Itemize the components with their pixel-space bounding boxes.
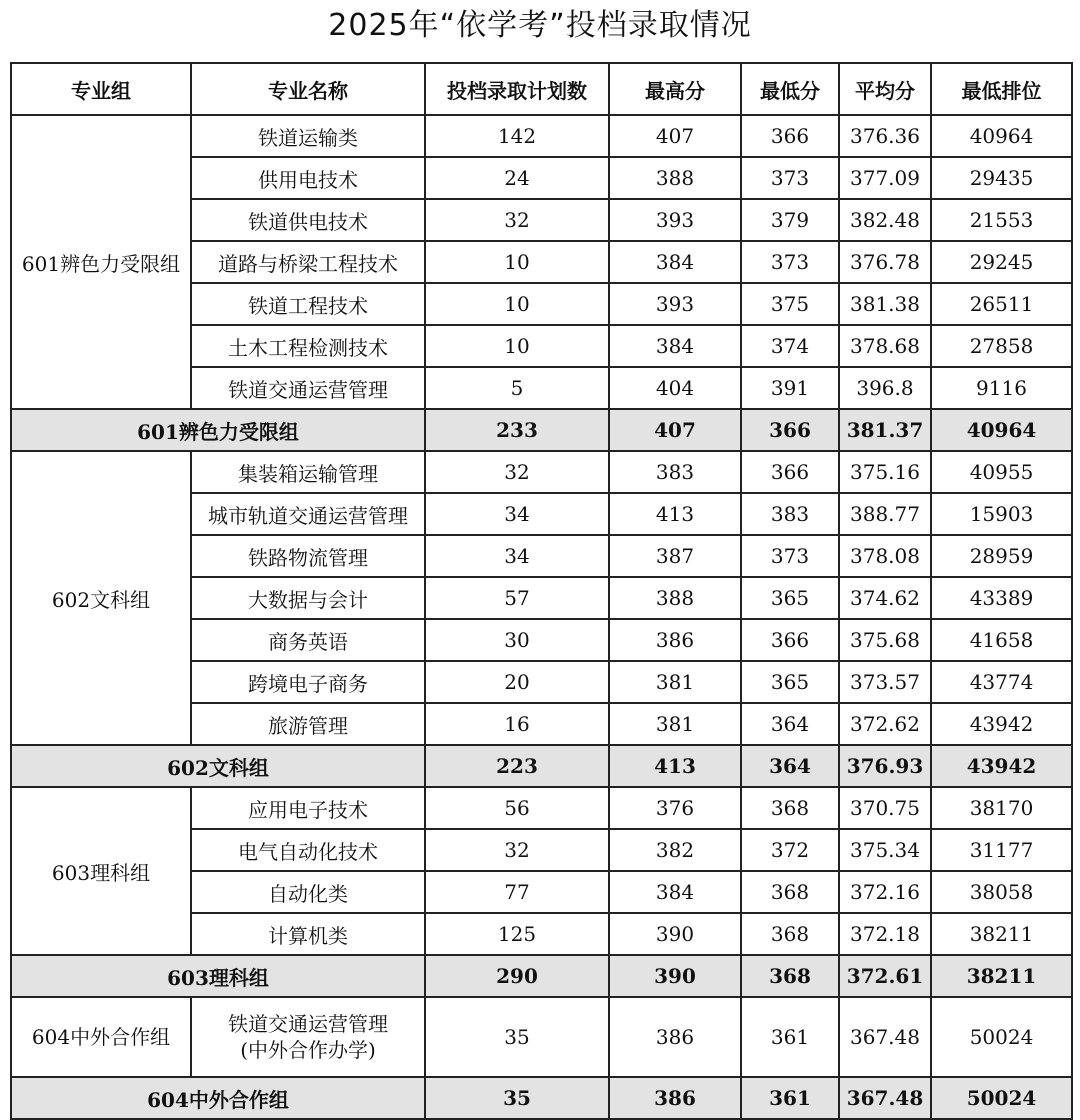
avg-score-cell: 375.34: [839, 829, 931, 871]
major-cell: 跨境电子商务: [191, 661, 425, 703]
subtotal-avg-score: 372.61: [839, 955, 931, 997]
min-score-cell: 366: [741, 619, 839, 661]
subtotal-min-rank: 40964: [931, 409, 1072, 451]
major-cell: 计算机类: [191, 913, 425, 955]
major-cell: 供用电技术: [191, 157, 425, 199]
max-score-cell: 386: [609, 997, 741, 1077]
major-cell: 土木工程检测技术: [191, 325, 425, 367]
subtotal-avg-score: 376.93: [839, 745, 931, 787]
min-rank-cell: 21553: [931, 199, 1072, 241]
min-rank-cell: 9116: [931, 367, 1072, 409]
subtotal-min-score: 368: [741, 955, 839, 997]
max-score-cell: 388: [609, 577, 741, 619]
major-cell: 城市轨道交通运营管理: [191, 493, 425, 535]
col-header-plan: 投档录取计划数: [425, 63, 609, 115]
min-score-cell: 368: [741, 787, 839, 829]
table-row: [11, 997, 1072, 1077]
table-row: [11, 115, 1072, 157]
col-header-min-rank: 最低排位: [931, 63, 1072, 115]
max-score-cell: 382: [609, 829, 741, 871]
subtotal-plan: 35: [425, 1077, 609, 1119]
min-rank-cell: 43389: [931, 577, 1072, 619]
plan-cell: 57: [425, 577, 609, 619]
major-line-1: 铁道交通运营管理: [228, 1012, 388, 1036]
plan-cell: 35: [425, 997, 609, 1077]
max-score-cell: 387: [609, 535, 741, 577]
max-score-cell: 393: [609, 283, 741, 325]
avg-score-cell: 381.38: [839, 283, 931, 325]
avg-score-cell: 374.62: [839, 577, 931, 619]
min-score-cell: 361: [741, 997, 839, 1077]
avg-score-cell: 376.78: [839, 241, 931, 283]
max-score-cell: 390: [609, 913, 741, 955]
subtotal-plan: 223: [425, 745, 609, 787]
plan-cell: 77: [425, 871, 609, 913]
min-rank-cell: 15903: [931, 493, 1072, 535]
plan-cell: 32: [425, 199, 609, 241]
major-cell: 集装箱运输管理: [191, 451, 425, 493]
table-header-row: [11, 63, 1072, 115]
max-score-cell: 386: [609, 619, 741, 661]
subtotal-min-rank: 43942: [931, 745, 1072, 787]
page-title: 2025年“依学考”投档录取情况: [328, 8, 752, 43]
min-rank-cell: 38170: [931, 787, 1072, 829]
avg-score-cell: 382.48: [839, 199, 931, 241]
min-score-cell: 374: [741, 325, 839, 367]
major-cell: 铁道运输类: [191, 115, 425, 157]
avg-score-cell: 372.18: [839, 913, 931, 955]
avg-score-cell: 370.75: [839, 787, 931, 829]
plan-cell: 34: [425, 535, 609, 577]
max-score-cell: 384: [609, 871, 741, 913]
avg-score-cell: 372.16: [839, 871, 931, 913]
min-score-cell: 368: [741, 871, 839, 913]
subtotal-label: 604中外合作组: [11, 1077, 425, 1119]
min-rank-cell: 40955: [931, 451, 1072, 493]
min-score-cell: 383: [741, 493, 839, 535]
subtotal-row: [11, 1077, 1072, 1119]
avg-score-cell: 378.08: [839, 535, 931, 577]
min-score-cell: 365: [741, 577, 839, 619]
min-score-cell: 373: [741, 241, 839, 283]
subtotal-label: 601辨色力受限组: [11, 409, 425, 451]
min-rank-cell: 38058: [931, 871, 1072, 913]
min-rank-cell: 28959: [931, 535, 1072, 577]
group-name-cell: 603理科组: [11, 787, 191, 955]
major-cell: 铁道工程技术: [191, 283, 425, 325]
max-score-cell: 407: [609, 115, 741, 157]
min-score-cell: 391: [741, 367, 839, 409]
min-score-cell: 373: [741, 157, 839, 199]
plan-cell: 5: [425, 367, 609, 409]
major-cell: 大数据与会计: [191, 577, 425, 619]
subtotal-max-score: 407: [609, 409, 741, 451]
min-score-cell: 364: [741, 703, 839, 745]
plan-cell: 10: [425, 283, 609, 325]
plan-cell: 34: [425, 493, 609, 535]
major-cell: 铁道交通运营管理: [191, 367, 425, 409]
major-cell: 道路与桥梁工程技术: [191, 241, 425, 283]
min-score-cell: 373: [741, 535, 839, 577]
admission-table: [10, 62, 1073, 1120]
min-score-cell: 375: [741, 283, 839, 325]
major-cell: 商务英语: [191, 619, 425, 661]
avg-score-cell: 377.09: [839, 157, 931, 199]
major-cell: 电气自动化技术: [191, 829, 425, 871]
min-rank-cell: 50024: [931, 997, 1072, 1077]
subtotal-plan: 290: [425, 955, 609, 997]
max-score-cell: 384: [609, 241, 741, 283]
avg-score-cell: 375.16: [839, 451, 931, 493]
subtotal-plan: 233: [425, 409, 609, 451]
subtotal-label: 603理科组: [11, 955, 425, 997]
major-cell: [191, 997, 425, 1077]
max-score-cell: 384: [609, 325, 741, 367]
min-rank-cell: 43942: [931, 703, 1072, 745]
plan-cell: 32: [425, 829, 609, 871]
min-rank-cell: 43774: [931, 661, 1072, 703]
plan-cell: 56: [425, 787, 609, 829]
subtotal-row: [11, 409, 1072, 451]
major-cell: 铁路物流管理: [191, 535, 425, 577]
plan-cell: 20: [425, 661, 609, 703]
plan-cell: 10: [425, 241, 609, 283]
col-header-min-score: 最低分: [741, 63, 839, 115]
major-cell: 自动化类: [191, 871, 425, 913]
major-cell: 旅游管理: [191, 703, 425, 745]
avg-score-cell: 367.48: [839, 997, 931, 1077]
plan-cell: 142: [425, 115, 609, 157]
subtotal-max-score: 413: [609, 745, 741, 787]
subtotal-avg-score: 367.48: [839, 1077, 931, 1119]
avg-score-cell: 388.77: [839, 493, 931, 535]
min-score-cell: 366: [741, 115, 839, 157]
min-rank-cell: 29245: [931, 241, 1072, 283]
plan-cell: 125: [425, 913, 609, 955]
subtotal-max-score: 390: [609, 955, 741, 997]
avg-score-cell: 396.8: [839, 367, 931, 409]
col-header-major: 专业名称: [191, 63, 425, 115]
group-name-cell: 601辨色力受限组: [11, 115, 191, 409]
avg-score-cell: 373.57: [839, 661, 931, 703]
subtotal-label: 602文科组: [11, 745, 425, 787]
min-rank-cell: 26511: [931, 283, 1072, 325]
max-score-cell: 404: [609, 367, 741, 409]
col-header-max-score: 最高分: [609, 63, 741, 115]
plan-cell: 16: [425, 703, 609, 745]
min-score-cell: 365: [741, 661, 839, 703]
major-line-2: (中外合作办学): [240, 1038, 376, 1062]
avg-score-cell: 372.62: [839, 703, 931, 745]
subtotal-min-rank: 50024: [931, 1077, 1072, 1119]
subtotal-row: [11, 955, 1072, 997]
min-rank-cell: 40964: [931, 115, 1072, 157]
subtotal-min-rank: 38211: [931, 955, 1072, 997]
subtotal-min-score: 361: [741, 1077, 839, 1119]
major-cell: 应用电子技术: [191, 787, 425, 829]
plan-cell: 24: [425, 157, 609, 199]
min-rank-cell: 27858: [931, 325, 1072, 367]
table-row: [11, 451, 1072, 493]
group-name-cell: 602文科组: [11, 451, 191, 745]
max-score-cell: 393: [609, 199, 741, 241]
min-score-cell: 372: [741, 829, 839, 871]
min-score-cell: 379: [741, 199, 839, 241]
subtotal-min-score: 366: [741, 409, 839, 451]
plan-cell: 10: [425, 325, 609, 367]
min-score-cell: 368: [741, 913, 839, 955]
max-score-cell: 413: [609, 493, 741, 535]
subtotal-max-score: 386: [609, 1077, 741, 1119]
col-header-avg-score: 平均分: [839, 63, 931, 115]
avg-score-cell: 376.36: [839, 115, 931, 157]
avg-score-cell: 375.68: [839, 619, 931, 661]
max-score-cell: 376: [609, 787, 741, 829]
subtotal-row: [11, 745, 1072, 787]
plan-cell: 32: [425, 451, 609, 493]
max-score-cell: 388: [609, 157, 741, 199]
col-header-group: 专业组: [11, 63, 191, 115]
max-score-cell: 383: [609, 451, 741, 493]
subtotal-avg-score: 381.37: [839, 409, 931, 451]
min-rank-cell: 38211: [931, 913, 1072, 955]
subtotal-min-score: 364: [741, 745, 839, 787]
major-cell: 铁道供电技术: [191, 199, 425, 241]
min-score-cell: 366: [741, 451, 839, 493]
table-row: [11, 787, 1072, 829]
max-score-cell: 381: [609, 703, 741, 745]
avg-score-cell: 378.68: [839, 325, 931, 367]
plan-cell: 30: [425, 619, 609, 661]
max-score-cell: 381: [609, 661, 741, 703]
min-rank-cell: 29435: [931, 157, 1072, 199]
min-rank-cell: 31177: [931, 829, 1072, 871]
group-name-cell: 604中外合作组: [11, 997, 191, 1077]
min-rank-cell: 41658: [931, 619, 1072, 661]
